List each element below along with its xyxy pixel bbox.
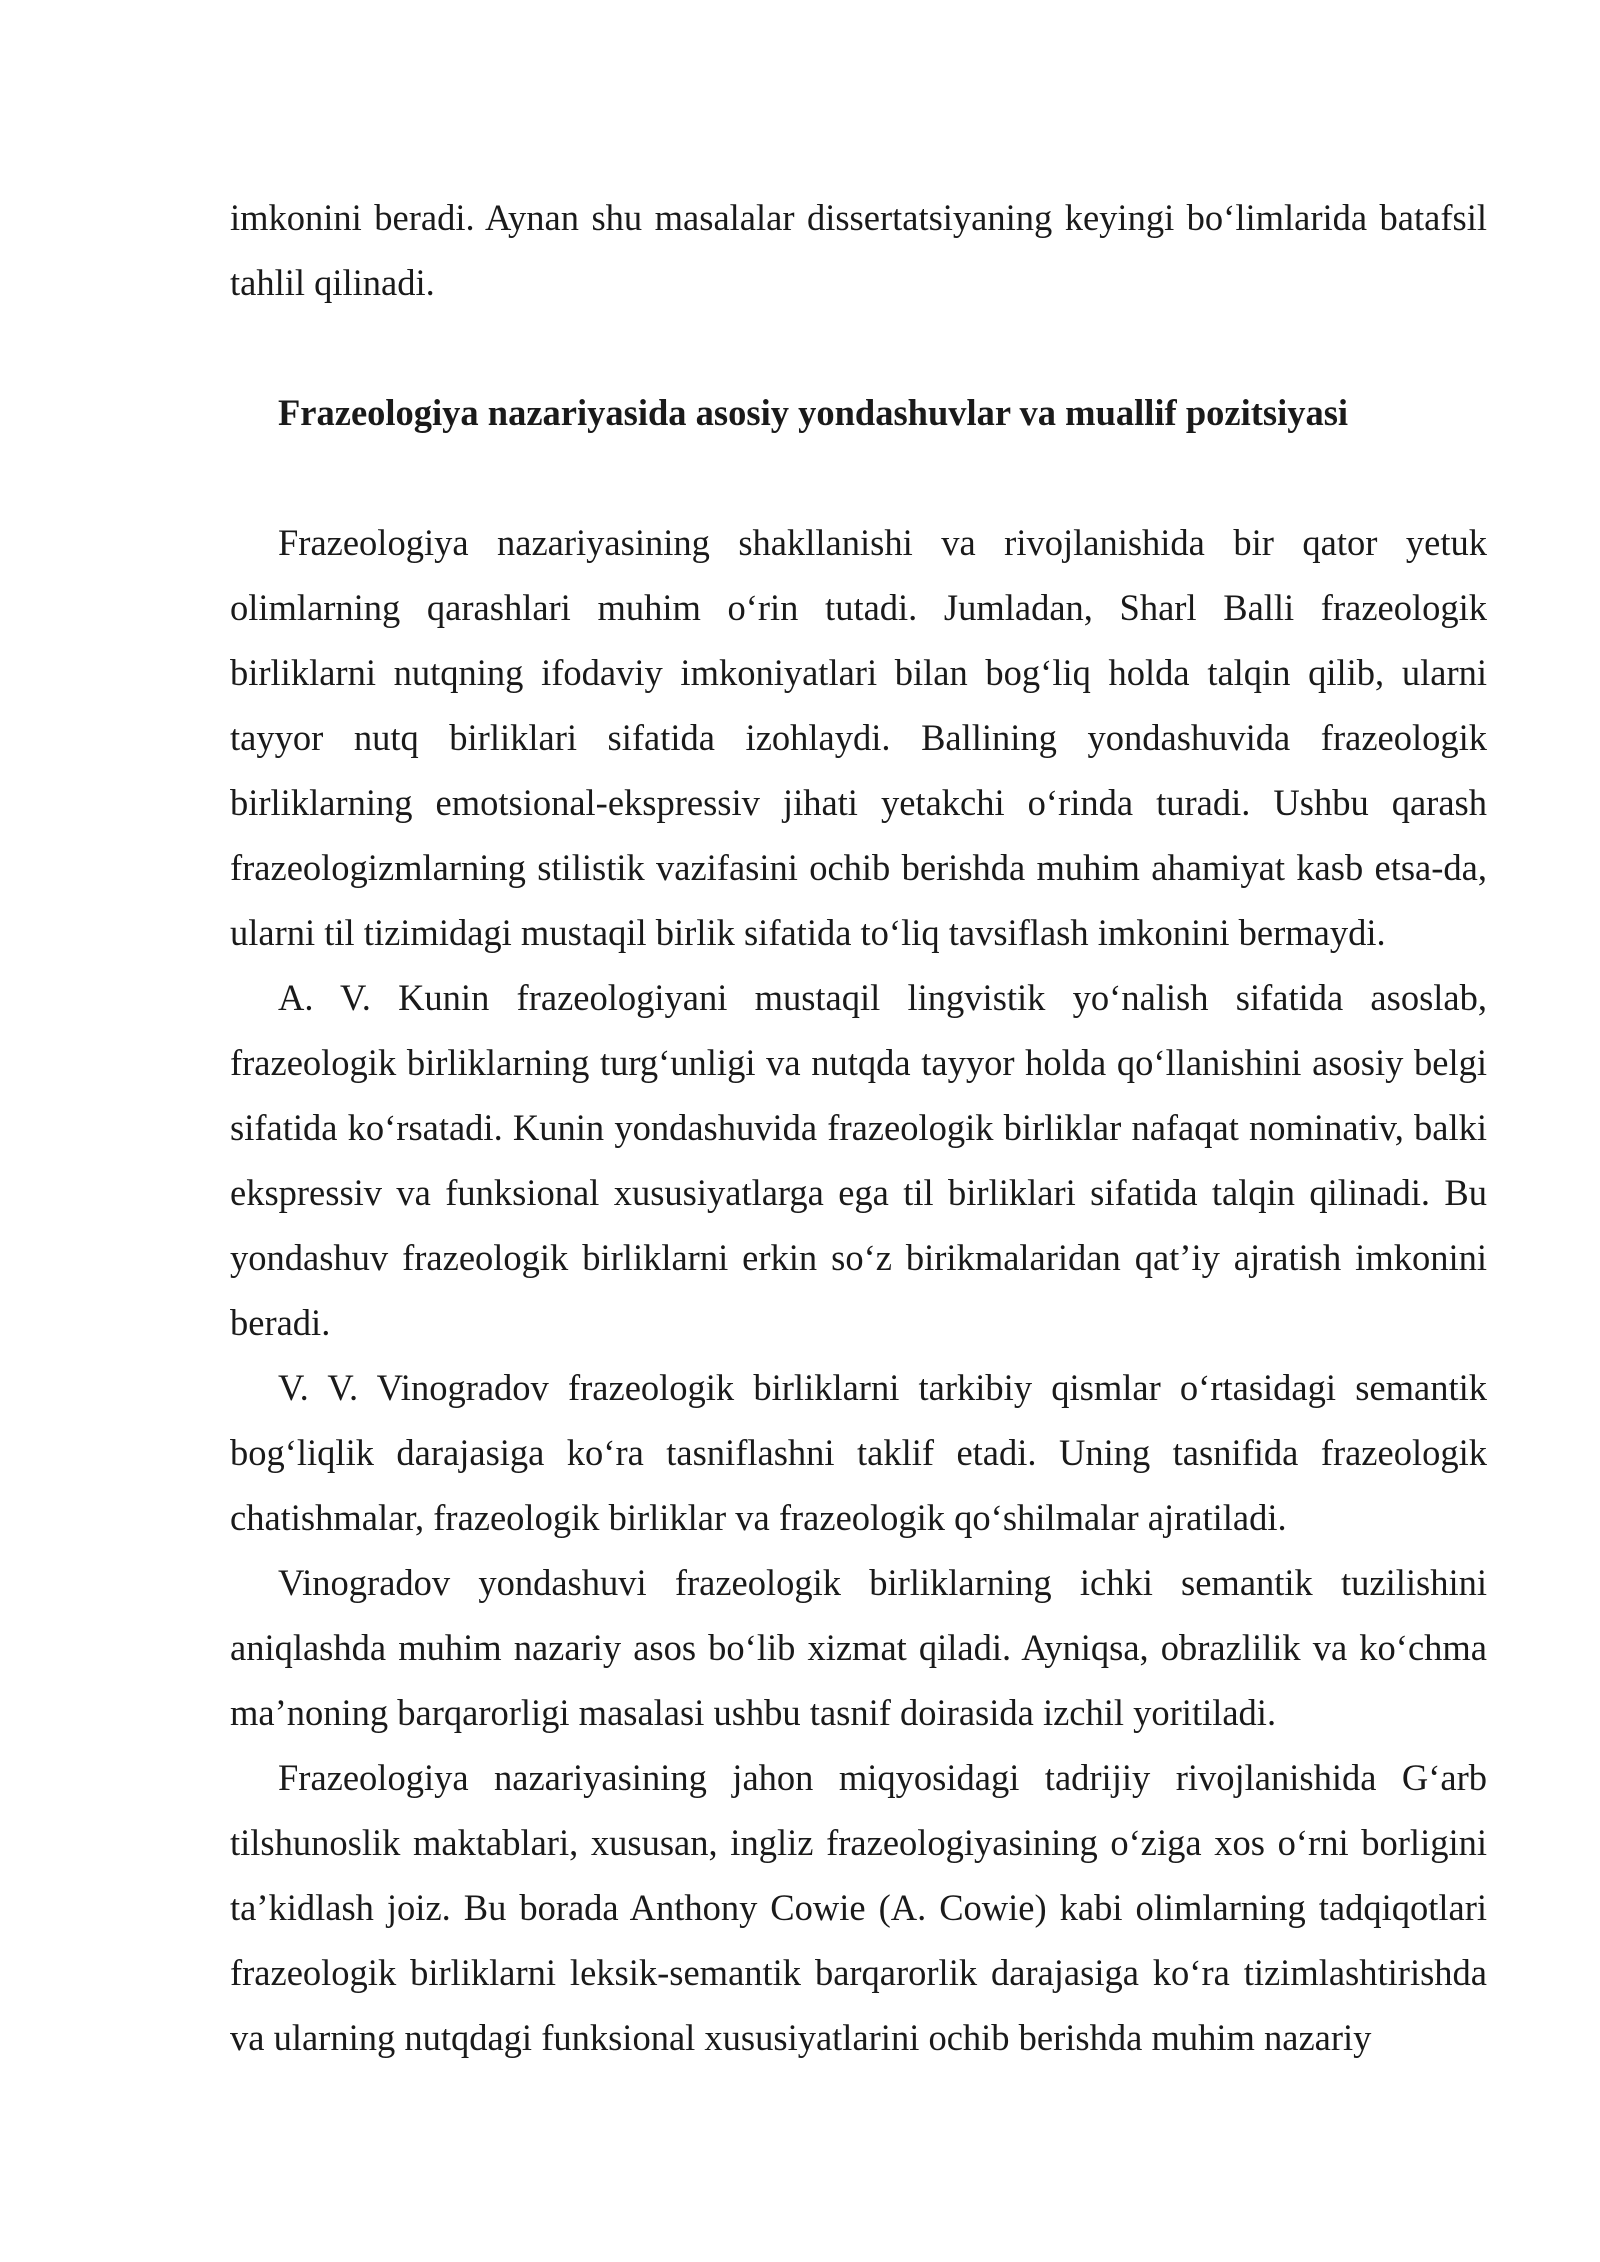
intro-paragraph: imkonini beradi. Aynan shu masalalar dissertatsiyaning keyingi bo‘limlarida batafsil tahlil qilinadi. [230,197,1487,303]
document-body [230,185,1487,2070]
paragraph-western-schools: Frazeologiya nazariyasining jahon miqyosidagi tadrijiy rivojlanishida G‘arb tilshunoslik maktablari, xususan, ingliz frazeologiyasining o‘ziga xos o‘rni borligini ta’kidlash joiz. Bu borada Anthony Cowie (A. Cowie) kabi olimlarning tadqiqotlari frazeologik birliklarni leksik-semantik barqarorlik darajasiga ko‘ra tizimlashtirishda va ularning nutqdagi funksional xususiyatlarini ochib berishda muhim nazariy [230,1757,1487,2058]
paragraph-vinogradov-approach: Vinogradov yondashuvi frazeologik birliklarning ichki semantik tuzilishini aniqlashda muhim nazariy asos bo‘lib xizmat qiladi. Ayniqsa, obrazlilik va ko‘chma ma’noning barqarorligi masalasi ushbu tasnif doirasida izchil yoritiladi. [230,1562,1487,1733]
paragraph-kunin: A. V. Kunin frazeologiyani mustaqil lingvistik yo‘nalish sifatida asoslab, frazeologik birliklarning turg‘unligi va nutqda tayyor holda qo‘llanishini asosiy belgi sifatida ko‘rsatadi. Kunin yondashuvida frazeologik birliklar nafaqat nominativ, balki ekspressiv va funksional xususiyatlarga ega til birliklari sifatida talqin qilinadi. Bu yondashuv frazeologik birliklarni erkin so‘z birikmalaridan qat’iy ajratish imkonini beradi. [230,977,1487,1343]
paragraph-balli: Frazeologiya nazariyasining shakllanishi va rivojlanishida bir qator yetuk olimlarning qarashlari muhim o‘rin tutadi. Jumladan, Sharl Balli frazeologik birliklarni nutqning ifodaviy imkoniyatlari bilan bog‘liq holda talqin qilib, ularni tayyor nutq birliklari sifatida izohlaydi. Ballining yondashuvida frazeologik birliklarning emotsional-ekspressiv jihati yetakchi o‘rinda turadi. Ushbu qarash frazeologizmlarning stilistik vazifasini ochib berishda muhim ahamiyat kasb etsa-da, ularni til tizimidagi mustaqil birlik sifatida to‘liq tavsiflash imkonini bermaydi. [230,522,1487,953]
section-heading: Frazeologiya nazariyasida asosiy yondashuvlar va muallif pozitsiyasi [278,392,1349,433]
paragraph-vinogradov-classification: V. V. Vinogradov frazeologik birliklarni tarkibiy qismlar o‘rtasidagi semantik bog‘liqlik darajasiga ko‘ra tasniflashni taklif etadi. Uning tasnifida frazeologik chatishmalar, frazeologik birliklar va frazeologik qo‘shilmalar ajratiladi. [230,1367,1487,1538]
